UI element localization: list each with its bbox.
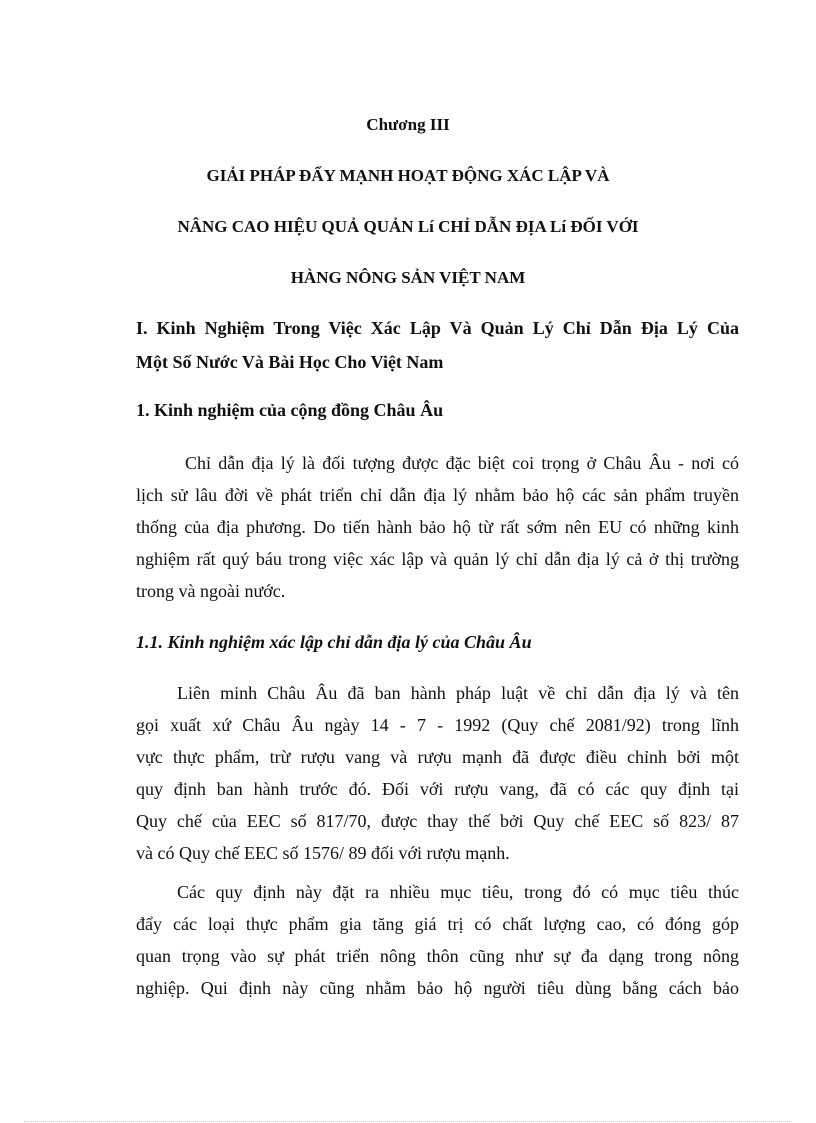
paragraph-line: quy định ban hành trước đó. Đối với rượu vang, đã có các quy định tại	[136, 779, 739, 799]
paragraph-line: Quy chế của EEC số 817/70, được thay thế bởi Quy chế EEC số 823/ 87	[136, 811, 739, 831]
paragraph-line: nghiệm rất quý báu trong việc xác lập và quản lý chỉ dẫn địa lý cả ở thị trường	[136, 549, 739, 569]
paragraph-line: thống của địa phương. Do tiến hành bảo hộ từ rất sớm nên EU có những kinh	[136, 517, 739, 537]
paragraph-line: đẩy các loại thực phẩm gia tăng giá trị có chất lượng cao, có đóng góp	[136, 914, 739, 934]
paragraph-line: trong và ngoài nước.	[136, 581, 286, 601]
paragraph-line: lịch sử lâu đời về phát triển chỉ dẫn địa lý nhằm bảo hộ các sản phẩm truyền	[136, 485, 739, 505]
chapter-title-line-2: NÂNG CAO HIỆU QUẢ QUẢN Lí CHỈ DẪN ĐỊA Lí ĐỐI VỚI	[177, 217, 639, 236]
chapter-label: Chương III	[366, 115, 450, 134]
subsection-heading: 1. Kinh nghiệm của cộng đồng Châu Âu	[136, 400, 444, 420]
page-bottom-rule	[24, 1121, 792, 1122]
chapter-title-line-1: GIẢI PHÁP ĐẨY MẠNH HOẠT ĐỘNG XÁC LẬP VÀ	[206, 166, 610, 185]
paragraph-line: vực thực phẩm, trừ rượu vang và rượu mạnh đã được điều chỉnh bởi một	[136, 747, 739, 767]
paragraph-line: và có Quy chế EEC số 1576/ 89 đối với rượu mạnh.	[136, 843, 510, 863]
paragraph-line: Chỉ dẫn địa lý là đối tượng được đặc biệt coi trọng ở Châu Âu - nơi có	[185, 453, 739, 473]
section-heading-line-1: I. Kinh Nghiệm Trong Việc Xác Lập Và Quản Lý Chỉ Dẫn Địa Lý Của	[136, 318, 739, 338]
subsubsection-heading: 1.1. Kinh nghiệm xác lập chỉ dẫn địa lý của Châu Âu	[136, 632, 532, 652]
section-heading-line-2: Một Số Nước Và Bài Học Cho Việt Nam	[136, 352, 444, 372]
paragraph-line: Các quy định này đặt ra nhiều mục tiêu, trong đó có mục tiêu thúc	[177, 882, 739, 902]
paragraph-line: quan trọng vào sự phát triển nông thôn cũng như sự đa dạng trong nông	[136, 946, 739, 966]
paragraph-line: nghiệp. Qui định này cũng nhằm bảo hộ người tiêu dùng bằng cách bảo	[136, 978, 739, 998]
paragraph-line: gọi xuất xứ Châu Âu ngày 14 - 7 - 1992 (Quy chế 2081/92) trong lĩnh	[136, 715, 739, 735]
chapter-title-line-3: HÀNG NÔNG SẢN VIỆT NAM	[290, 268, 526, 287]
paragraph-line: Liên minh Châu Âu đã ban hành pháp luật về chỉ dẫn địa lý và tên	[177, 683, 739, 703]
